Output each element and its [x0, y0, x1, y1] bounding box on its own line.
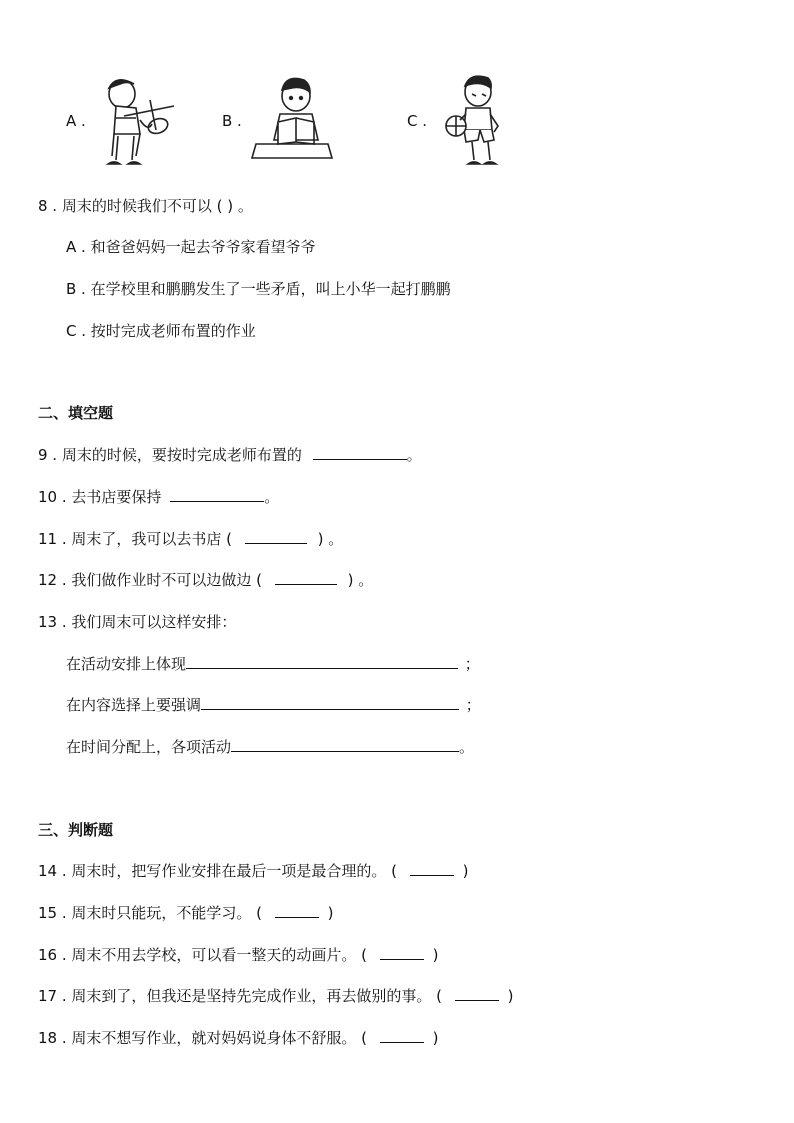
question-15-text: 15 . 周末时只能玩，不能学习。 (: [38, 904, 263, 922]
question-10-text: 10 . 去书店要保持: [38, 488, 162, 506]
question-10: [38, 486, 279, 507]
question-14-close: ): [462, 862, 469, 880]
question-12-blank[interactable]: [275, 583, 337, 585]
question-12-end: ) 。: [347, 571, 374, 589]
question-13-line-1-lead: 在活动安排上体现: [66, 655, 187, 673]
question-13-line-3-end: 。: [459, 738, 475, 756]
question-11-blank[interactable]: [245, 542, 307, 544]
section-2-title: 二、填空题: [38, 404, 114, 422]
question-13-line-1-end: ；: [464, 655, 480, 673]
question-18-blank[interactable]: [380, 1041, 424, 1043]
question-13-line-1: [66, 653, 480, 674]
question-17-text: 17 . 周末到了，但我还是坚持先完成作业，再去做别的事。 (: [38, 987, 443, 1005]
question-18-close: ): [432, 1029, 439, 1047]
question-14: [38, 860, 468, 881]
question-13-line-2-end: ；: [465, 696, 481, 714]
question-17-blank[interactable]: [455, 999, 499, 1001]
question-9-end: 。: [406, 446, 422, 464]
question-11: [38, 528, 343, 549]
question-14-blank[interactable]: [410, 874, 454, 876]
question-8-stem: 8 . 周末的时候我们不可以 ( ) 。: [38, 197, 253, 215]
question-17: [38, 985, 513, 1006]
question-13-line-2-lead: 在内容选择上要强调: [66, 696, 202, 714]
question-13-line-2: [66, 694, 481, 715]
q7-option-b-label: B .: [222, 112, 242, 130]
question-11-end: ) 。: [317, 530, 344, 548]
question-9: [38, 444, 422, 465]
basketball-boy-icon: [434, 70, 512, 174]
question-13-line-3-lead: 在时间分配上，各项活动: [66, 738, 232, 756]
question-13-line-1-blank[interactable]: [186, 667, 458, 669]
question-18: [38, 1027, 438, 1048]
question-13-line-3: [66, 736, 474, 757]
question-10-blank[interactable]: [170, 500, 264, 502]
question-17-close: ): [507, 987, 514, 1005]
question-16-close: ): [432, 946, 439, 964]
question-13-line-2-blank[interactable]: [201, 708, 459, 710]
question-16-blank[interactable]: [380, 958, 424, 960]
q7-option-c-label: C .: [407, 112, 428, 130]
section-3-title: 三、判断题: [38, 821, 114, 839]
question-12: [38, 569, 373, 590]
question-11-text: 11 . 周末了，我可以去书店 (: [38, 530, 233, 548]
question-8-option-a: A . 和爸爸妈妈一起去爷爷家看望爷爷: [66, 238, 316, 256]
q7-option-a-label: A .: [66, 112, 86, 130]
question-16: [38, 944, 438, 965]
question-15-close: ): [327, 904, 334, 922]
question-9-text: 9 . 周末的时候，要按时完成老师布置的: [38, 446, 302, 464]
question-14-text: 14 . 周末时，把写作业安排在最后一项是最合理的。 (: [38, 862, 398, 880]
reading-boy-icon: [248, 70, 334, 162]
question-8-option-c: C . 按时完成老师布置的作业: [66, 322, 256, 340]
violin-boy-icon: [96, 72, 180, 176]
question-8-option-b: B . 在学校里和鹏鹏发生了一些矛盾，叫上小华一起打鹏鹏: [66, 280, 451, 298]
question-9-blank[interactable]: [313, 458, 407, 460]
question-10-end: 。: [264, 488, 280, 506]
question-16-text: 16 . 周末不用去学校，可以看一整天的动画片。 (: [38, 946, 368, 964]
question-13-line-3-blank[interactable]: [231, 750, 459, 752]
question-15: [38, 902, 333, 923]
question-18-text: 18 . 周末不想写作业，就对妈妈说身体不舒服。 (: [38, 1029, 368, 1047]
question-15-blank[interactable]: [275, 916, 319, 918]
question-13: 13 . 我们周末可以这样安排：: [38, 613, 237, 631]
question-12-text: 12 . 我们做作业时不可以边做边 (: [38, 571, 263, 589]
